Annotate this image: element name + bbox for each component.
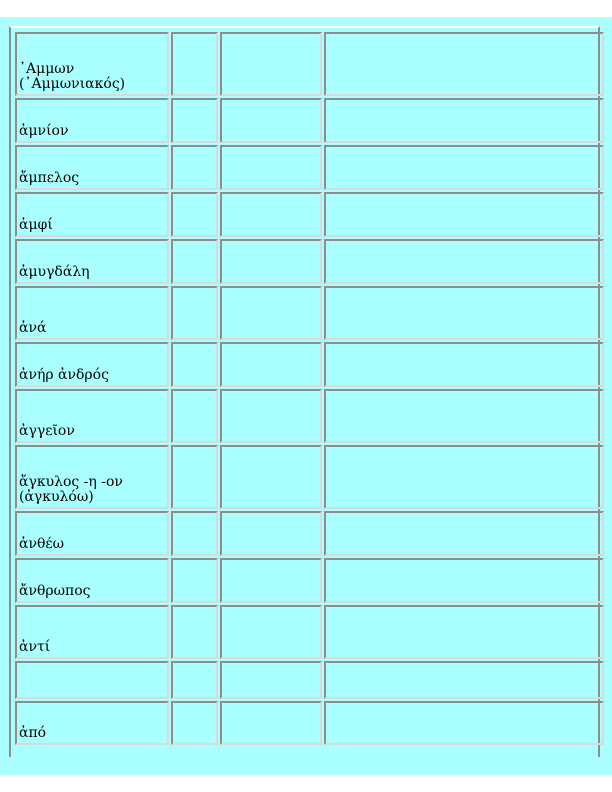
empty-cell: [324, 98, 604, 143]
empty-cell: [220, 192, 322, 237]
empty-cell: [220, 701, 322, 745]
entry-cell: ᾿Αμμων (᾿Αμμωνιακός): [15, 32, 169, 96]
empty-cell: [324, 342, 604, 387]
empty-cell: [171, 701, 218, 745]
entry-cell: ἀνά: [15, 286, 169, 340]
empty-cell: [171, 239, 218, 284]
table-row: [15, 239, 604, 284]
empty-cell: [220, 342, 322, 387]
entry-cell: ἄμπελος: [15, 145, 169, 190]
entry-cell: ἄνθρωπος: [15, 558, 169, 603]
table-row: [15, 32, 604, 96]
table-row: [15, 511, 604, 556]
table-row: [15, 445, 604, 509]
empty-cell: [324, 511, 604, 556]
empty-cell: [220, 661, 322, 699]
table-row: [15, 145, 604, 190]
empty-cell: [171, 605, 218, 659]
empty-cell: [220, 558, 322, 603]
empty-cell: [171, 445, 218, 509]
empty-cell: [220, 32, 322, 96]
table-row: [15, 192, 604, 237]
empty-cell: [171, 98, 218, 143]
empty-cell: [324, 701, 604, 745]
empty-cell: [324, 32, 604, 96]
table-frame: [9, 26, 600, 757]
empty-cell: [324, 145, 604, 190]
empty-cell: [171, 511, 218, 556]
empty-cell: [171, 558, 218, 603]
page-background: [0, 17, 612, 775]
table-row: [15, 701, 604, 745]
entry-cell: ἀπό: [15, 701, 169, 745]
entry-cell: ἀγγεῖον: [15, 389, 169, 443]
empty-cell: [171, 286, 218, 340]
empty-cell: [171, 32, 218, 96]
table-row: [15, 342, 604, 387]
entry-cell: ἀντί: [15, 605, 169, 659]
empty-cell: [324, 558, 604, 603]
empty-cell: [220, 239, 322, 284]
empty-cell: [324, 389, 604, 443]
entry-cell: ἀνθέω: [15, 511, 169, 556]
empty-cell: [220, 145, 322, 190]
entry-cell: ἀμυγδάλη: [15, 239, 169, 284]
empty-cell: [324, 605, 604, 659]
table-row: [15, 605, 604, 659]
empty-cell: [220, 605, 322, 659]
empty-cell: [324, 192, 604, 237]
empty-cell: [324, 445, 604, 509]
table-row: [15, 661, 604, 699]
empty-cell: [171, 389, 218, 443]
empty-cell: [324, 661, 604, 699]
empty-cell: [220, 511, 322, 556]
entry-cell: ἀμφί: [15, 192, 169, 237]
entry-cell: ἄγκυλος -η -ον (ἀγκυλόω): [15, 445, 169, 509]
empty-cell: [324, 239, 604, 284]
empty-cell: [324, 286, 604, 340]
entry-cell: ἀμνίον: [15, 98, 169, 143]
empty-cell: [220, 389, 322, 443]
entry-cell: ἀνήρ ἀνδρός: [15, 342, 169, 387]
empty-cell: [220, 286, 322, 340]
empty-cell: [171, 342, 218, 387]
table-row: [15, 98, 604, 143]
table-row: [15, 389, 604, 443]
empty-cell: [171, 661, 218, 699]
empty-cell: [220, 445, 322, 509]
lexicon-table: [13, 30, 606, 747]
table-row: [15, 286, 604, 340]
empty-cell: [220, 98, 322, 143]
table-row: [15, 558, 604, 603]
entry-cell: [15, 661, 169, 699]
empty-cell: [171, 192, 218, 237]
empty-cell: [171, 145, 218, 190]
